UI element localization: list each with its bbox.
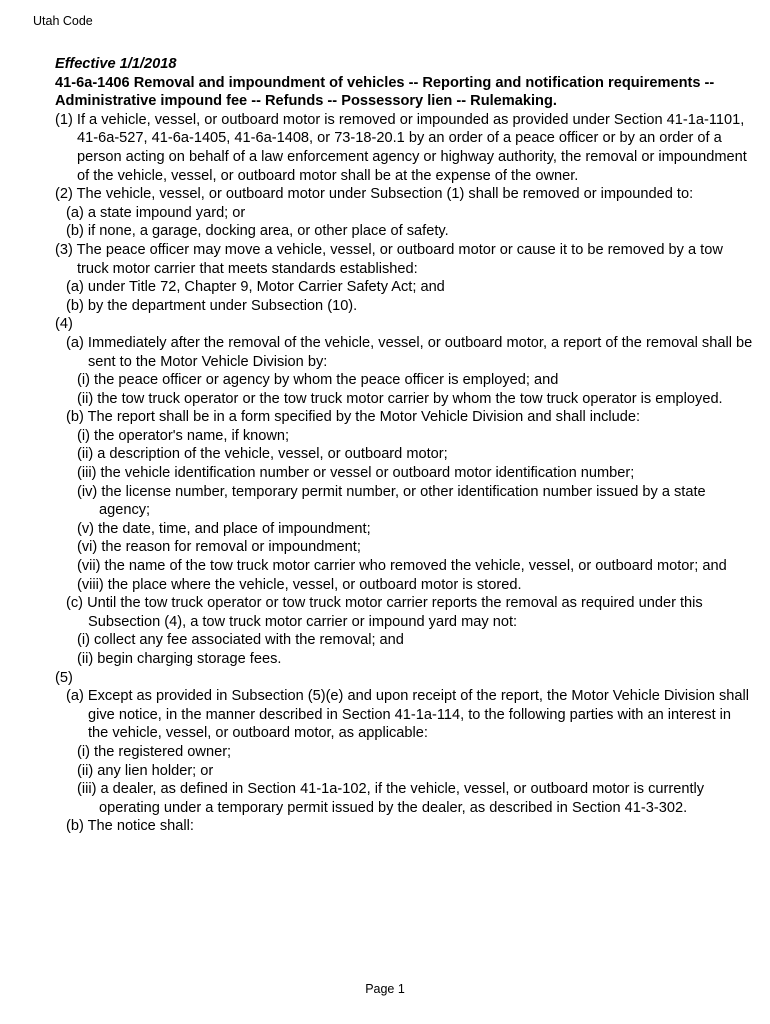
paragraph: (a) a state impound yard; or (66, 204, 246, 221)
paragraph: (ii) the tow truck operator or the tow truck motor carrier by whom the tow truck operator is employed. (77, 390, 723, 407)
paragraph: (ii) a description of the vehicle, vessel, or outboard motor; (77, 446, 448, 463)
paragraph: (iv) the license number, temporary permit number, or other identification number issued by a state agency; (77, 483, 706, 519)
page-number: Page 1 (365, 982, 405, 996)
paragraph: (b) The notice shall: (66, 818, 194, 835)
paragraph: (b) if none, a garage, docking area, or other place of safety. (66, 223, 449, 240)
document-body (55, 55, 755, 836)
paragraph: (i) the peace officer or agency by whom the peace officer is employed; and (77, 372, 559, 389)
paragraph: (b) by the department under Subsection (10). (66, 297, 358, 314)
section-title: 41-6a-1406 Removal and impoundment of vehicles -- Reporting and notification requirements -- Administrative impound fee -- Refunds -- Possessory lien -- Rulemaking. (55, 74, 715, 110)
paragraph: (iii) a dealer, as defined in Section 41-1a-102, if the vehicle, vessel, or outboard motor is currently operating under a temporary permit issued by the dealer, as described in Section 41-3-302. (77, 781, 705, 816)
paragraph: (3) The peace officer may move a vehicle, vessel, or outboard motor or cause it to be removed by a tow truck motor carrier that meets standards established: (55, 241, 723, 277)
paragraph: (a) under Title 72, Chapter 9, Motor Carrier Safety Act; and (66, 279, 445, 296)
paragraph: (1) If a vehicle, vessel, or outboard motor is removed or impounded as provided under Section 41-1a-1101, 41-6a-527, 41-6a-1405, 41-6a-1408, or 73-18-20.1 by an order of a peace officer or by an order of a person acting on behalf of a law enforcement agency or highway authority, the removal or impoundment of the vehicle, vessel, or outboard motor shall be at the expense of the owner. (55, 111, 747, 184)
paragraph: (vi) the reason for removal or impoundment; (77, 539, 361, 556)
paragraph: (ii) begin charging storage fees. (77, 651, 282, 667)
paragraph: (viii) the place where the vehicle, vessel, or outboard motor is stored. (77, 576, 522, 593)
paragraph: (2) The vehicle, vessel, or outboard motor under Subsection (1) shall be removed or impounded to: (55, 186, 694, 203)
paragraph: (i) the registered owner; (77, 743, 232, 760)
paragraph: (4) (55, 316, 73, 333)
paragraph: (v) the date, time, and place of impoundment; (77, 520, 371, 537)
paragraph: (b) The report shall be in a form specified by the Motor Vehicle Division and shall include: (66, 409, 641, 426)
paragraph: (vii) the name of the tow truck motor carrier who removed the vehicle, vessel, or outboard motor; and (77, 558, 727, 575)
paragraph-list (55, 111, 755, 836)
paragraph: (a) Except as provided in Subsection (5)(e) and upon receipt of the report, the Motor Vehicle Division shall give notice, in the manner described in Section 41-1a-114, to the following parties with an interest in the vehicle, vessel, or outboard motor, as applicable: (66, 688, 750, 742)
paragraph: (i) collect any fee associated with the removal; and (77, 632, 404, 649)
paragraph: (c) Until the tow truck operator or tow truck motor carrier reports the removal as required under this Subsection (4), a tow truck motor carrier or impound yard may not: (66, 595, 703, 630)
paragraph: (a) Immediately after the removal of the vehicle, vessel, or outboard motor, a report of the removal shall be sent to the Motor Vehicle Division by: (66, 334, 753, 370)
paragraph: (ii) any lien holder; or (77, 762, 214, 779)
paragraph: (i) the operator's name, if known; (77, 427, 290, 444)
effective-date: Effective 1/1/2018 (55, 56, 177, 72)
document-header: Utah Code (33, 14, 93, 28)
paragraph: (5) (55, 669, 73, 686)
paragraph: (iii) the vehicle identification number or vessel or outboard motor identification number; (77, 465, 635, 482)
